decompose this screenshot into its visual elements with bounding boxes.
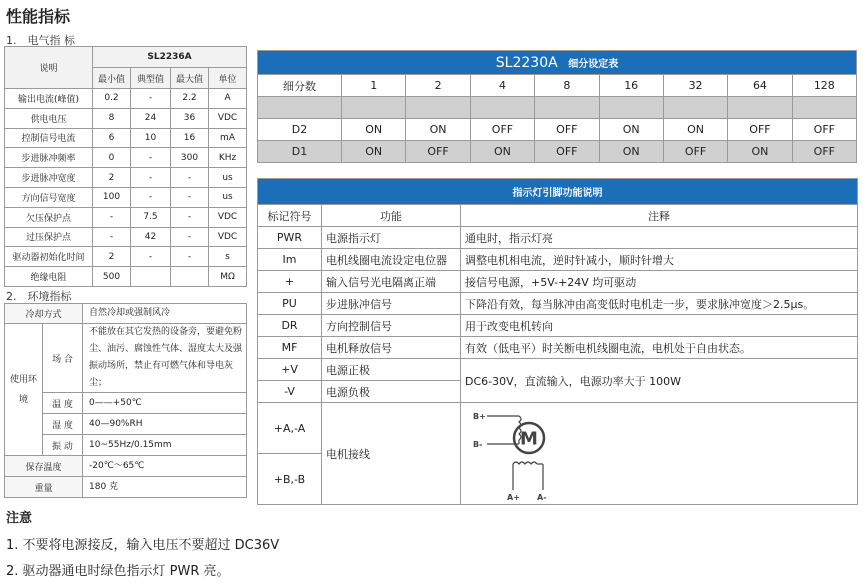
note-item-2: 2. 驱动器通电时绿色指示灯 PWR 亮。 xyxy=(6,564,230,579)
vplus-function: 电源正极 xyxy=(322,359,461,381)
subdivision-d1-cell: OFF xyxy=(792,141,856,163)
spec-value: - xyxy=(93,227,131,247)
subdivision-header-cell: 64 xyxy=(728,75,792,97)
temp-value: 0——+50℃ xyxy=(83,393,247,414)
pin-function: 步进脉冲信号 xyxy=(322,293,461,315)
subdivision-d2-cell: OFF xyxy=(535,119,599,141)
table-row xyxy=(258,97,857,119)
motor-symbol: M xyxy=(520,428,538,449)
subdivision-blank-cell xyxy=(470,97,534,119)
subdivision-header-cell: 4 xyxy=(470,75,534,97)
spec-name: 输出电流(峰值) xyxy=(5,89,93,109)
pin-function: 电源指示灯 xyxy=(322,227,461,249)
spec-value xyxy=(131,267,171,287)
place-value: 不能放在其它发热的设备旁，要避免粉尘、油污、腐蚀性气体、湿度太大及强振动场所，禁止有可燃气体和导电灰尘； xyxy=(83,324,247,393)
subdivision-blank-cell xyxy=(535,97,599,119)
pin-note: 调整电机相电流，逆时针减小，顺时针增大 xyxy=(461,249,858,271)
subdivision-d1-cell: D1 xyxy=(258,141,342,163)
weight-value: 180 克 xyxy=(83,477,247,498)
spec-value xyxy=(171,267,209,287)
spec-value: 6 xyxy=(93,128,131,148)
spec-value: 42 xyxy=(131,227,171,247)
spec-value: - xyxy=(131,148,171,168)
cooling-value: 自然冷却或强制风冷 xyxy=(83,304,247,324)
spec-name: 控制信号电流 xyxy=(5,128,93,148)
section-environment-heading: 2. 环境指标 xyxy=(6,290,72,303)
spec-name: 过压保护点 xyxy=(5,227,93,247)
table-row xyxy=(258,227,858,249)
spec-value: mA xyxy=(209,128,247,148)
spec-value: - xyxy=(93,207,131,227)
subdivision-d1-cell: OFF xyxy=(663,141,727,163)
subdivision-blank-cell xyxy=(258,97,342,119)
vibration-value: 10~55Hz/0.15mm xyxy=(83,435,247,456)
table-row xyxy=(5,128,247,148)
spec-value: 24 xyxy=(131,108,171,128)
col-min: 最小值 xyxy=(93,68,131,89)
spec-label-header: 说明 xyxy=(5,47,93,89)
spec-value: - xyxy=(131,168,171,188)
subdivision-d1-cell: ON xyxy=(599,141,663,163)
subdivision-d2-cell: OFF xyxy=(728,119,792,141)
pin-symbol: + xyxy=(258,271,322,293)
vminus-symbol: -V xyxy=(258,381,322,403)
subdivision-header-cell: 细分数 xyxy=(258,75,342,97)
spec-value: VDC xyxy=(209,108,247,128)
spec-value: - xyxy=(171,187,209,207)
subdivision-d1-cell: ON xyxy=(342,141,406,163)
page-title: 性能指标 xyxy=(6,7,71,26)
subdivision-header-cell: 2 xyxy=(406,75,470,97)
temp-label: 温 度 xyxy=(43,393,83,414)
subdivision-d2-cell: ON xyxy=(342,119,406,141)
phase-a-symbol: +A,-A xyxy=(258,403,322,454)
pin-function: 电机释放信号 xyxy=(322,337,461,359)
pin-symbol: Im xyxy=(258,249,322,271)
use-env-label: 使用环境 xyxy=(5,324,43,456)
spec-value: A xyxy=(209,89,247,109)
subdivision-d1-cell: ON xyxy=(728,141,792,163)
subdivision-blank-cell xyxy=(728,97,792,119)
place-label: 场 合 xyxy=(43,324,83,393)
subdivision-title xyxy=(258,51,857,75)
motor-wiring-diagram xyxy=(471,406,561,502)
spec-value: us xyxy=(209,187,247,207)
col-max: 最大值 xyxy=(171,68,209,89)
weight-label: 重量 xyxy=(5,477,83,498)
subdivision-d1-cell: OFF xyxy=(406,141,470,163)
subdivision-blank-cell xyxy=(792,97,856,119)
pin-symbol: DR xyxy=(258,315,322,337)
pin-symbol: PWR xyxy=(258,227,322,249)
spec-value: VDC xyxy=(209,227,247,247)
subdivision-model: SL2230A xyxy=(495,54,558,71)
vibration-label: 振 动 xyxy=(43,435,83,456)
table-row xyxy=(5,148,247,168)
subdivision-d2-cell: OFF xyxy=(792,119,856,141)
bminus-label: B- xyxy=(473,439,483,449)
spec-name: 供电电压 xyxy=(5,108,93,128)
vminus-function: 电源负极 xyxy=(322,381,461,403)
bplus-label: B+ xyxy=(473,411,486,421)
table-row xyxy=(258,293,858,315)
table-row xyxy=(258,141,857,163)
pin-col-note: 注释 xyxy=(461,205,858,227)
subdivision-blank-cell xyxy=(599,97,663,119)
pin-table-title: 指示灯引脚功能说明 xyxy=(258,179,858,205)
table-row xyxy=(5,267,247,287)
spec-value: 2 xyxy=(93,168,131,188)
pin-function: 方向控制信号 xyxy=(322,315,461,337)
spec-value: 8 xyxy=(93,108,131,128)
pin-note: 接信号电源，+5V-+24V 均可驱动 xyxy=(461,271,858,293)
storage-temp-label: 保存温度 xyxy=(5,456,83,477)
table-row xyxy=(5,108,247,128)
storage-temp-value: -20℃～65℃ xyxy=(83,456,247,477)
pin-col-symbol: 标记符号 xyxy=(258,205,322,227)
motor-wiring-function: 电机接线 xyxy=(322,403,461,505)
subdivision-header-cell: 1 xyxy=(342,75,406,97)
subdivision-d2-cell: ON xyxy=(663,119,727,141)
spec-value: 0.2 xyxy=(93,89,131,109)
spec-value: 500 xyxy=(93,267,131,287)
subdivision-d2-cell: ON xyxy=(599,119,663,141)
subdivision-header-cell: 16 xyxy=(599,75,663,97)
subdivision-header-cell: 8 xyxy=(535,75,599,97)
subdivision-d1-cell: OFF xyxy=(535,141,599,163)
spec-value: us xyxy=(209,168,247,188)
spec-value: - xyxy=(171,207,209,227)
spec-name: 步进脉冲频率 xyxy=(5,148,93,168)
table-row xyxy=(5,207,247,227)
col-unit: 单位 xyxy=(209,68,247,89)
spec-value: 100 xyxy=(93,187,131,207)
subdivision-d2-cell: D2 xyxy=(258,119,342,141)
table-row xyxy=(258,249,858,271)
subdivision-d1-cell: ON xyxy=(470,141,534,163)
electrical-spec-table xyxy=(4,46,247,287)
spec-value: - xyxy=(171,168,209,188)
pin-symbol: PU xyxy=(258,293,322,315)
subdivision-header-cell: 32 xyxy=(663,75,727,97)
spec-value: 0 xyxy=(93,148,131,168)
pin-symbol: MF xyxy=(258,337,322,359)
vplus-symbol: +V xyxy=(258,359,322,381)
spec-value: s xyxy=(209,247,247,267)
subdivision-blank-cell xyxy=(342,97,406,119)
motor-diagram-cell xyxy=(461,403,858,505)
spec-value: 2 xyxy=(93,247,131,267)
notes-title: 注意 xyxy=(6,511,33,526)
table-row xyxy=(5,168,247,188)
humidity-value: 40—90%RH xyxy=(83,414,247,435)
spec-name: 步进脉冲宽度 xyxy=(5,168,93,188)
spec-value: - xyxy=(171,227,209,247)
subdivision-d2-cell: OFF xyxy=(470,119,534,141)
section-electrical-heading: 1. 电气指 标 xyxy=(6,34,75,47)
pin-note: 通电时，指示灯亮 xyxy=(461,227,858,249)
spec-value: 300 xyxy=(171,148,209,168)
subdivision-blank-cell xyxy=(406,97,470,119)
spec-value: 10 xyxy=(131,128,171,148)
spec-value: KHz xyxy=(209,148,247,168)
table-row xyxy=(258,271,858,293)
table-row xyxy=(5,89,247,109)
table-row xyxy=(5,247,247,267)
table-row xyxy=(258,337,858,359)
note-item-1: 1. 不要将电源接反，输入电压不要超过 DC36V xyxy=(6,538,280,553)
spec-name: 绝缘电阻 xyxy=(5,267,93,287)
pin-note: 下降沿有效，每当脉冲由高变低时电机走一步，要求脉冲宽度＞2.5μs。 xyxy=(461,293,858,315)
spec-name: 欠压保护点 xyxy=(5,207,93,227)
table-row xyxy=(5,187,247,207)
table-row xyxy=(258,75,857,97)
subdivision-title-text: 细分设定表 xyxy=(568,58,619,70)
spec-name: 方向信号宽度 xyxy=(5,187,93,207)
aplus-label: A+ xyxy=(507,492,520,502)
subdivision-d2-cell: ON xyxy=(406,119,470,141)
spec-value: - xyxy=(131,247,171,267)
subdivision-table xyxy=(257,50,857,163)
spec-value: 2.2 xyxy=(171,89,209,109)
pin-note: 有效（低电平）时关断电机线圈电流，电机处于自由状态。 xyxy=(461,337,858,359)
pin-function: 电机线圈电流设定电位器 xyxy=(322,249,461,271)
spec-value: - xyxy=(171,247,209,267)
spec-value: VDC xyxy=(209,207,247,227)
environment-spec-table xyxy=(4,303,247,498)
subdivision-blank-cell xyxy=(663,97,727,119)
table-row xyxy=(258,315,858,337)
model-header: SL2236A xyxy=(93,47,247,68)
phase-b-symbol: +B,-B xyxy=(258,454,322,505)
spec-value: 36 xyxy=(171,108,209,128)
spec-value: 16 xyxy=(171,128,209,148)
pin-col-function: 功能 xyxy=(322,205,461,227)
subdivision-header-cell: 128 xyxy=(792,75,856,97)
spec-value: MΩ xyxy=(209,267,247,287)
pin-note: 用于改变电机转向 xyxy=(461,315,858,337)
table-row xyxy=(258,119,857,141)
pin-function-table xyxy=(257,178,858,505)
spec-value: 7.5 xyxy=(131,207,171,227)
col-typ: 典型值 xyxy=(131,68,171,89)
aminus-label: A- xyxy=(537,492,547,502)
spec-name: 驱动器初始化时间 xyxy=(5,247,93,267)
power-note: DC6-30V，直流输入，电源功率大于 100W xyxy=(461,359,858,403)
pin-function: 输入信号光电隔离正端 xyxy=(322,271,461,293)
humidity-label: 湿 度 xyxy=(43,414,83,435)
cooling-label: 冷却方式 xyxy=(5,304,83,324)
spec-value: - xyxy=(131,89,171,109)
spec-value: - xyxy=(131,187,171,207)
table-row xyxy=(5,227,247,247)
